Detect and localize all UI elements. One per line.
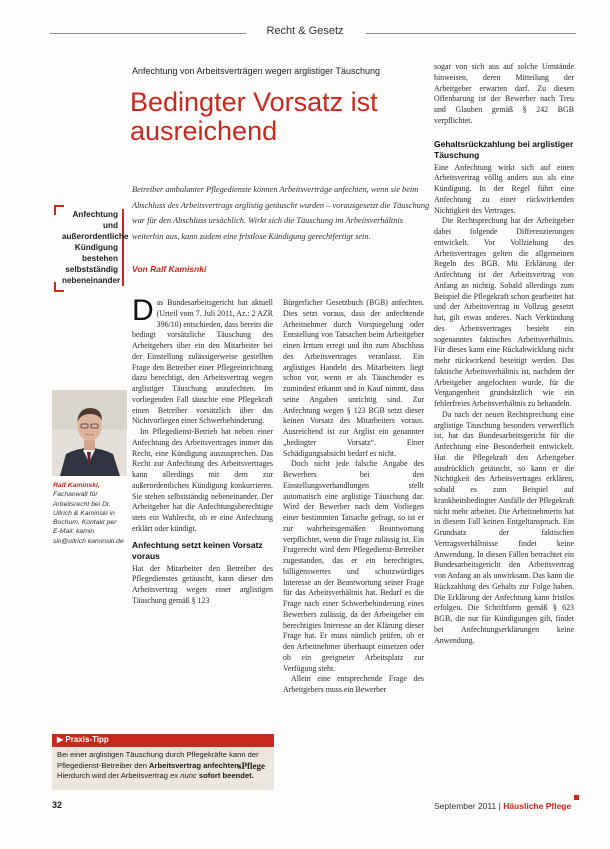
body-column-2 [283, 298, 424, 808]
pull-quote-text: Anfechtung und außerordentliche Kündigung bestehen selbstständig nebeneinander [62, 210, 129, 285]
pull-quote-bracket-bottom [54, 282, 64, 292]
body-paragraph: Da nach der neuen Rechtsprechung eine arglistige Täuschung besonders verwerflich ist, hat das Bundesarbeitsgericht für die Anfechtung eine Besonderheit entwickelt. Hat die Pflegekraft den Arbeitgeber ausdrücklich getäuscht, so kann er die Nichtigkeit des Arbeitsvertrages erklären, sobald es zum Beispiel auf krankheitsbedingter Ausfälle der Pflegekraft nicht mehr arbeitet. Die Arbeitnehmerin hat in diesem Fall keinen Entgeltanspruch. Ein Grundsatz der faktischen Vertragsverhältnisse findet keine Anwendung. In diesen Fällen betrachtet ein Bundesarbeitsgericht den Arbeitsvertrag von Anfang an als unwirksam. Das kann die Rückzahlung des Gehalts zur Folge haben. Die Erklärung der Anfechtung kann fristlos erfolgen. Die Schriftform gemäß § 623 BGB, die nur für Kündigungen gilt, findet bei Anfechtungserklärungen keine Anwendung. [434, 409, 574, 645]
drop-cap: D [132, 298, 154, 327]
pull-quote-bracket-top [54, 205, 64, 215]
author-bio: Fachanwalt für Arbeitsrecht bei Dr. Ullrich & Kaminski in Bochum, Kontakt per E-Mail: kamin ski@ullrich kaminski.de [53, 491, 124, 545]
practice-tip-title: Praxis-Tipp [65, 735, 109, 744]
article-lead: Betreiber ambulanter Pflegedienste können Arbeitsverträge anfechten, wenn sie beim Abschluss des Arbeitsvertrags arglistig getäuscht wurden – vorausgesetzt die Täuschung war für den Abschluss ursächlich. Wirkt sich die Täuschung im Arbeitsverhältnis weiterhin aus, kann zudem eine fristlose Kündigung gerechtfertigt sein. [132, 185, 430, 241]
body-paragraph: Doch nicht jede falsche Angabe des Bewerbers bei den Einstellungsverhandlungen stellt automatisch eine arglistige Täuschung dar. Wird der Bewerber nach dem Vorliegen einer bestimmten Tatsache gefragt, so ist er zur wahrheitsgemäßen Beantwortung verpflichtet, wenn die Frage zulässig ist. Ein Fragerecht wird dem Pflegedienst-Betreiber zugestanden, das er ein berechtigtes, billigenswertes und schutzwürdiges Interesse an der Beantwortung seiner Frage für das Arbeitsverhältnis hat. Bedarf es die Frage nach einer Schwerbehinderung eines Bewerbers zulässig, da der Arbeitgeber ein berechtigtes Interesse an der Klärung dieser Frage hat. Er muss nämlich prüfen, ob er den Arbeitnehmer überhaupt einsetzen oder ob ein geeigneter Arbeitsplatz zur Verfügung steht. [283, 459, 424, 673]
article-byline: Von Ralf Kamisnki [132, 264, 207, 274]
author-portrait-image [52, 390, 127, 476]
page-number: 32 [52, 800, 63, 810]
body-column-1 [132, 298, 273, 718]
brand-signet: sPflege [238, 761, 265, 771]
pull-quote [62, 209, 129, 286]
body-paragraph: sogar von sich aus auf solche Umstände hinweisen, deren Mitteilung der Arbeitgeber erwarten darf. Zu diesen Offenbarung ist der Bewerber nach Treu und Glauben gemäß § 242 BGB verpflichtet. [434, 62, 574, 125]
practice-tip-header [52, 734, 274, 747]
author-name: Ralf Kaminski, [53, 482, 100, 489]
section-label: Recht & Gesetz [266, 25, 344, 37]
practice-tip-body: Bei einer arglistigen Täuschung durch Pflegekräfte kann der Pflegedienst-Betreiber den Arbeitsvertrag anfechten. Hierdurch wird der Arbeitsvertrag ex nunc sofort beendet. [52, 747, 274, 790]
body-paragraph: Eine Anfechtung wirkt sich auf einen Arbeitsvertrag völlig anders aus als eine Kündigung. In der Regel führt eine Anfechtung zu einer rückwirkenden Nichtigkeit des Vertrages. [434, 162, 574, 215]
issue-date: September 2011 [434, 801, 497, 811]
article-kicker: Anfechtung von Arbeitsverträgen wegen arglistiger Täuschung [132, 66, 380, 76]
body-paragraph: Allein eine entsprechende Frage des Arbeitgebers muss ein Bewerber [283, 674, 424, 694]
author-caption [53, 481, 125, 546]
body-paragraph: Im Pflegedienst-Betrieb hat neben einer Anfechtung des Arbeitsvertrages immer das Recht, eine Kündigung auszusprechen. Das Recht zur Anfechtung des Arbeitsvertrages kann allerdings mit dem zur außerordentlichen Kündigung konkurrieren. Sie stehen selbstständig nebeneinander. Der Arbeitgeber hat die Anfechtungsberechtigte stets ein Wahlrecht, ob er eine Anfechtung erklärt oder kündigt. [132, 427, 273, 533]
body-column-3 [434, 62, 574, 808]
article-end-mark [574, 795, 579, 800]
author-photo [52, 390, 127, 476]
subheading: Anfechtung setzt keinen Vorsatz voraus [132, 539, 263, 561]
body-paragraph: Die Rechtsprechung hat der Arbeitgeber dabei folgende Differenzierungen entwickelt. Vor Vollziehung des Arbeitsvertrages gelten die allgemeinen Regeln des BGB. Mit Erklärung der Anfechtung ist der Arbeitsvertrag von Anfang an nichtig. Sobald allerdings zum Beispiel die Pflegekraft schon gearbeitet hat und der Arbeitsvertrag in Vollzug gesetzt hat, gilt etwas anderes. Nach Verkündung des Arbeitsvertrages besteht ein sogenanntes faktisches Arbeitsverhältnis. Für dieses kann eine Rückabwicklung nicht mehr rückwirkend beseitigt werden. Das faktische Arbeitsverhältnis ist, nachdem der Arbeitgeber angefochten wurde, für die Vergangenheit grundsätzlich wie ein fehlerfreies Arbeitsverhältnis zu behandeln. [434, 216, 574, 408]
play-arrow-icon: ▶ [57, 735, 64, 744]
body-paragraph: Das Bundesarbeitsgericht hat aktuell (Urteil vom 7. Juli 2011, Az.: 2 AZR 396/10) entschieden, dass bereits die bedingt vorsätzliche Täuschung des Arbeitgebers über ein den Mitarbeiter bei der Einstellung zulässigerweise gestellten Frage den Betreiber einer Pflegeeinrichtung dazu berechtigt, den Arbeitsvertrag wegen arglistiger Täuschung anzufechten. Im vorliegenden Fall täuschte eine Pflegekraft einen Betreiber vorsätzlich über das Nichtvorliegen einer Schwerbehinderung. [132, 298, 273, 426]
body-paragraph: Hat der Mitarbeiter den Betreiber des Pflegedienstes getäuscht, kann dieser den Arbeitsvertrag wegen einer arglistigen Täuschung gemäß § 123 [132, 563, 273, 605]
article-headline: Bedingter Vorsatz ist ausreichend [130, 87, 378, 146]
footer-issue: September 2011 | Häusliche Pflege [434, 801, 572, 811]
magazine-name: Häusliche Pflege [503, 801, 572, 811]
body-paragraph: Bürgerlicher Gesetzbuch (BGB) anfechten. Dies setzt voraus, dass der anfechtende Arbeitnehmer durch Vorspiegelung oder Entstellung von Tatsachen beim Arbeitgeber einen Irrtum erregt und ihn zum Abschluss des Arbeitsvertrages veranlasst. Ein arglistiges Handeln des Mitarbeiters liegt schon vor, wenn er als Täuschender es zumindest erkannt und in Kauf nimmt, dass seine Angaben unrichtig sind. Zur Anfechtung wegen § 123 BGB setzt dieser keinen Vorsatz des Mitarbeiters voraus. Ausreichend ist zur Arglist ein genannter „bedingter Vorsatz“. Einer Schädigungsabsicht bedarf es nicht. [283, 298, 424, 458]
subheading: Gehaltsrückzahlung bei arglistiger Täuschung [434, 138, 574, 160]
